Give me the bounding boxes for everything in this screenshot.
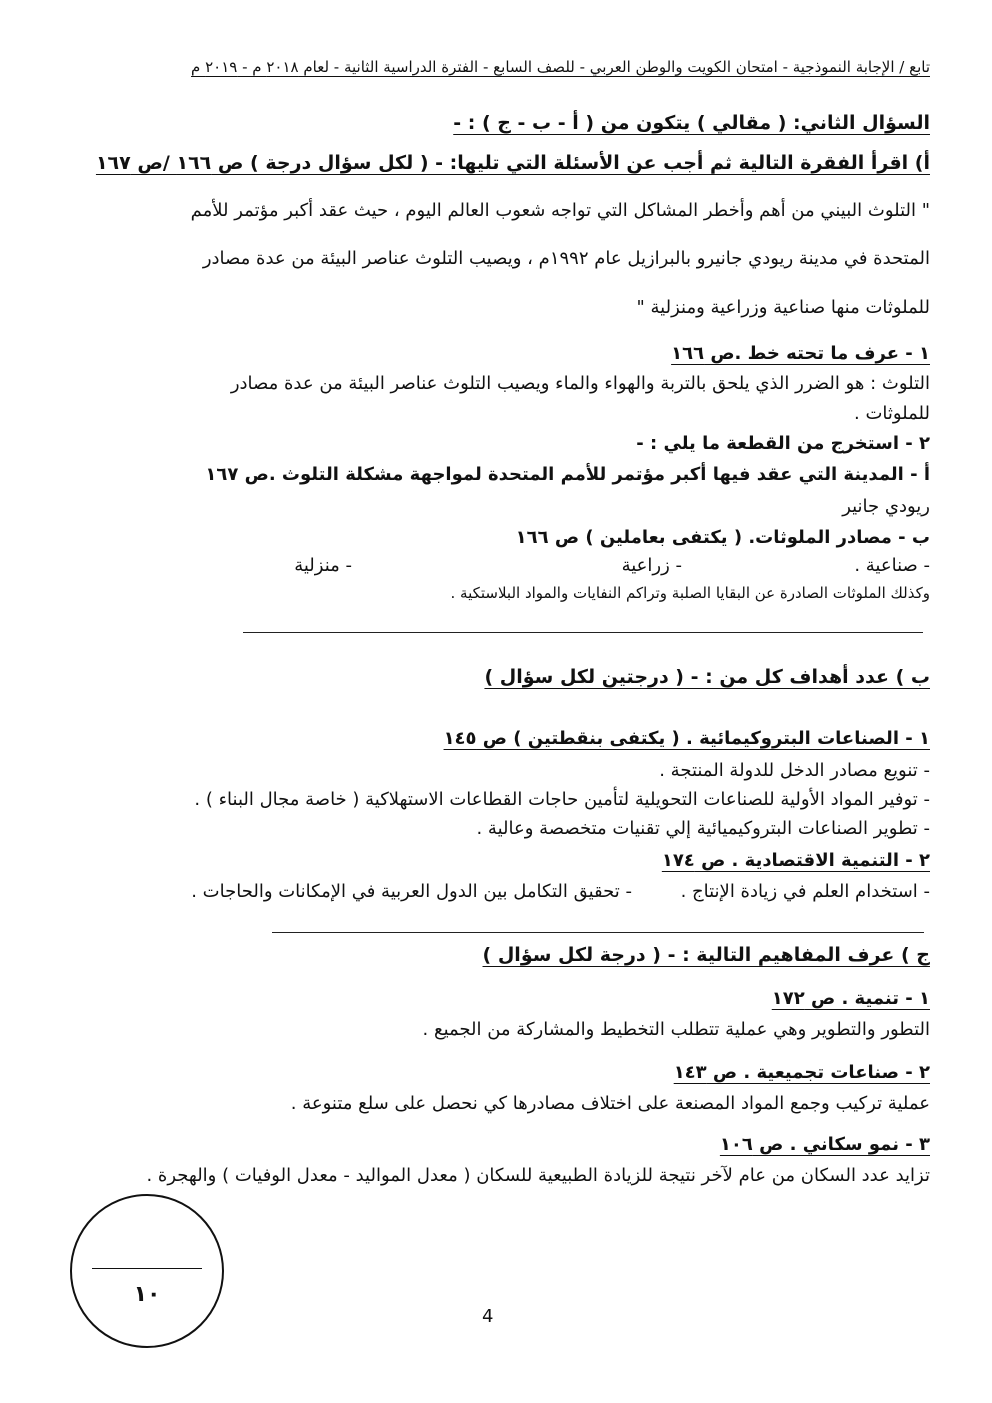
- passage-line-2: المتحدة في مدينة ريودي جانيرو بالبرازيل عام ١٩٩٢م ، ويصيب التلوث عناصر البيئة من عدة مصادر: [202, 248, 930, 269]
- part-c-c1-answer: التطور والتطوير وهي عملية تتطلب التخطيط والمشاركة من الجميع .: [422, 1019, 930, 1040]
- score-line: [92, 1268, 202, 1269]
- part-c-c2-answer: عملية تركيب وجمع المواد المصنعة على اختلاف مصادرها كي نحصل على سلع متنوعة .: [290, 1093, 930, 1114]
- part-b-s2-item-1: - استخدام العلم في زيادة الإنتاج .: [680, 881, 930, 902]
- part-c-title: ج ) عرف المفاهيم التالية : - ( درجة لكل سؤال ): [482, 944, 930, 966]
- source-item-agricultural: - زراعية: [621, 555, 682, 576]
- score-total: ١٠: [133, 1282, 161, 1307]
- passage-line-1: " التلوث البيني من أهم وأخطر المشاكل التي تواجه شعوب العالم اليوم ، حيث عقد أكبر مؤتمر للأمم: [190, 200, 930, 221]
- part-b-s2-item-2: - تحقيق التكامل بين الدول العربية في الإمكانات والحاجات .: [191, 881, 632, 902]
- part-c-c1-title: ١ - تنمية . ص ١٧٢: [771, 988, 930, 1009]
- part-a-q1-title: ١ - عرف ما تحته خط .ص ١٦٦: [671, 343, 930, 364]
- score-circle: [70, 1194, 224, 1348]
- part-a-title: أ) اقرأ الفقرة التالية ثم أجب عن الأسئلة التي تليها: - ( لكل سؤال درجة ) ص ١٦٦ /ص ١٦٧: [95, 152, 930, 174]
- part-b-s1-item-2: - توفير المواد الأولية للصناعات التحويلية لتأمين حاجات القطاعات الاستهلاكية ( خاصة مجال البناء ) .: [194, 789, 930, 810]
- part-a-q2a-title: أ - المدينة التي عقد فيها أكبر مؤتمر للأمم المتحدة لمواجهة مشكلة التلوث .ص ١٦٧: [205, 464, 930, 485]
- part-a-q2b-title: ب - مصادر الملوثات. ( يكتفى بعاملين ) ص ١٦٦: [515, 527, 930, 548]
- part-b-s2-title: ٢ - التنمية الاقتصادية . ص ١٧٤: [661, 850, 930, 871]
- part-a-q1-answer-1: التلوث : هو الضرر الذي يلحق بالتربة والهواء والماء ويصيب التلوث عناصر البيئة من عدة مصادر: [230, 373, 930, 394]
- part-c-c3-answer: تزايد عدد السكان من عام لآخر نتيجة للزيادة الطبيعية للسكان ( معدل المواليد - معدل الوفيات ) والهجرة .: [146, 1165, 930, 1186]
- part-a-q2-title: ٢ - استخرج من القطعة ما يلي : -: [636, 433, 930, 454]
- question-2-title: السؤال الثاني: ( مقالي ) يتكون من ( أ - ب - ج ) : -: [453, 112, 930, 134]
- part-a-q2b-note: وكذلك الملوثات الصادرة عن البقايا الصلبة وتراكم النفايات والمواد البلاستكية .: [450, 584, 930, 602]
- part-b-title: ب ) عدد أهداف كل من : - ( درجتين لكل سؤال ): [484, 666, 930, 688]
- passage-line-3: للملوثات منها صناعية وزراعية ومنزلية ": [636, 297, 930, 318]
- divider-1: [243, 632, 923, 633]
- part-a-q2a-answer: ريودي جانير: [842, 496, 930, 517]
- part-b-s1-item-1: - تنويع مصادر الدخل للدولة المنتجة .: [659, 760, 930, 781]
- source-item-domestic: - منزلية: [294, 555, 352, 576]
- part-a-q1-answer-2: للملوثات .: [854, 403, 930, 424]
- page-header: تابع / الإجابة النموذجية - امتحان الكويت والوطن العربي - للصف السابع - الفترة الدراسية الثانية - لعام ٢٠١٨ م - ٢٠١٩ م: [191, 58, 930, 76]
- source-item-industrial: - صناعية .: [854, 555, 930, 576]
- part-b-s1-title: ١ - الصناعات البتروكيمائية . ( يكتفى بنقطتين ) ص ١٤٥: [443, 728, 930, 749]
- part-b-s1-item-3: - تطوير الصناعات البتروكيميائية إلي تقنيات متخصصة وعالية .: [476, 818, 930, 839]
- page-number: 4: [482, 1306, 494, 1327]
- part-c-c3-title: ٣ - نمو سكاني . ص ١٠٦: [719, 1134, 930, 1155]
- part-c-c2-title: ٢ - صناعات تجميعية . ص ١٤٣: [673, 1062, 930, 1083]
- divider-2: [272, 932, 924, 933]
